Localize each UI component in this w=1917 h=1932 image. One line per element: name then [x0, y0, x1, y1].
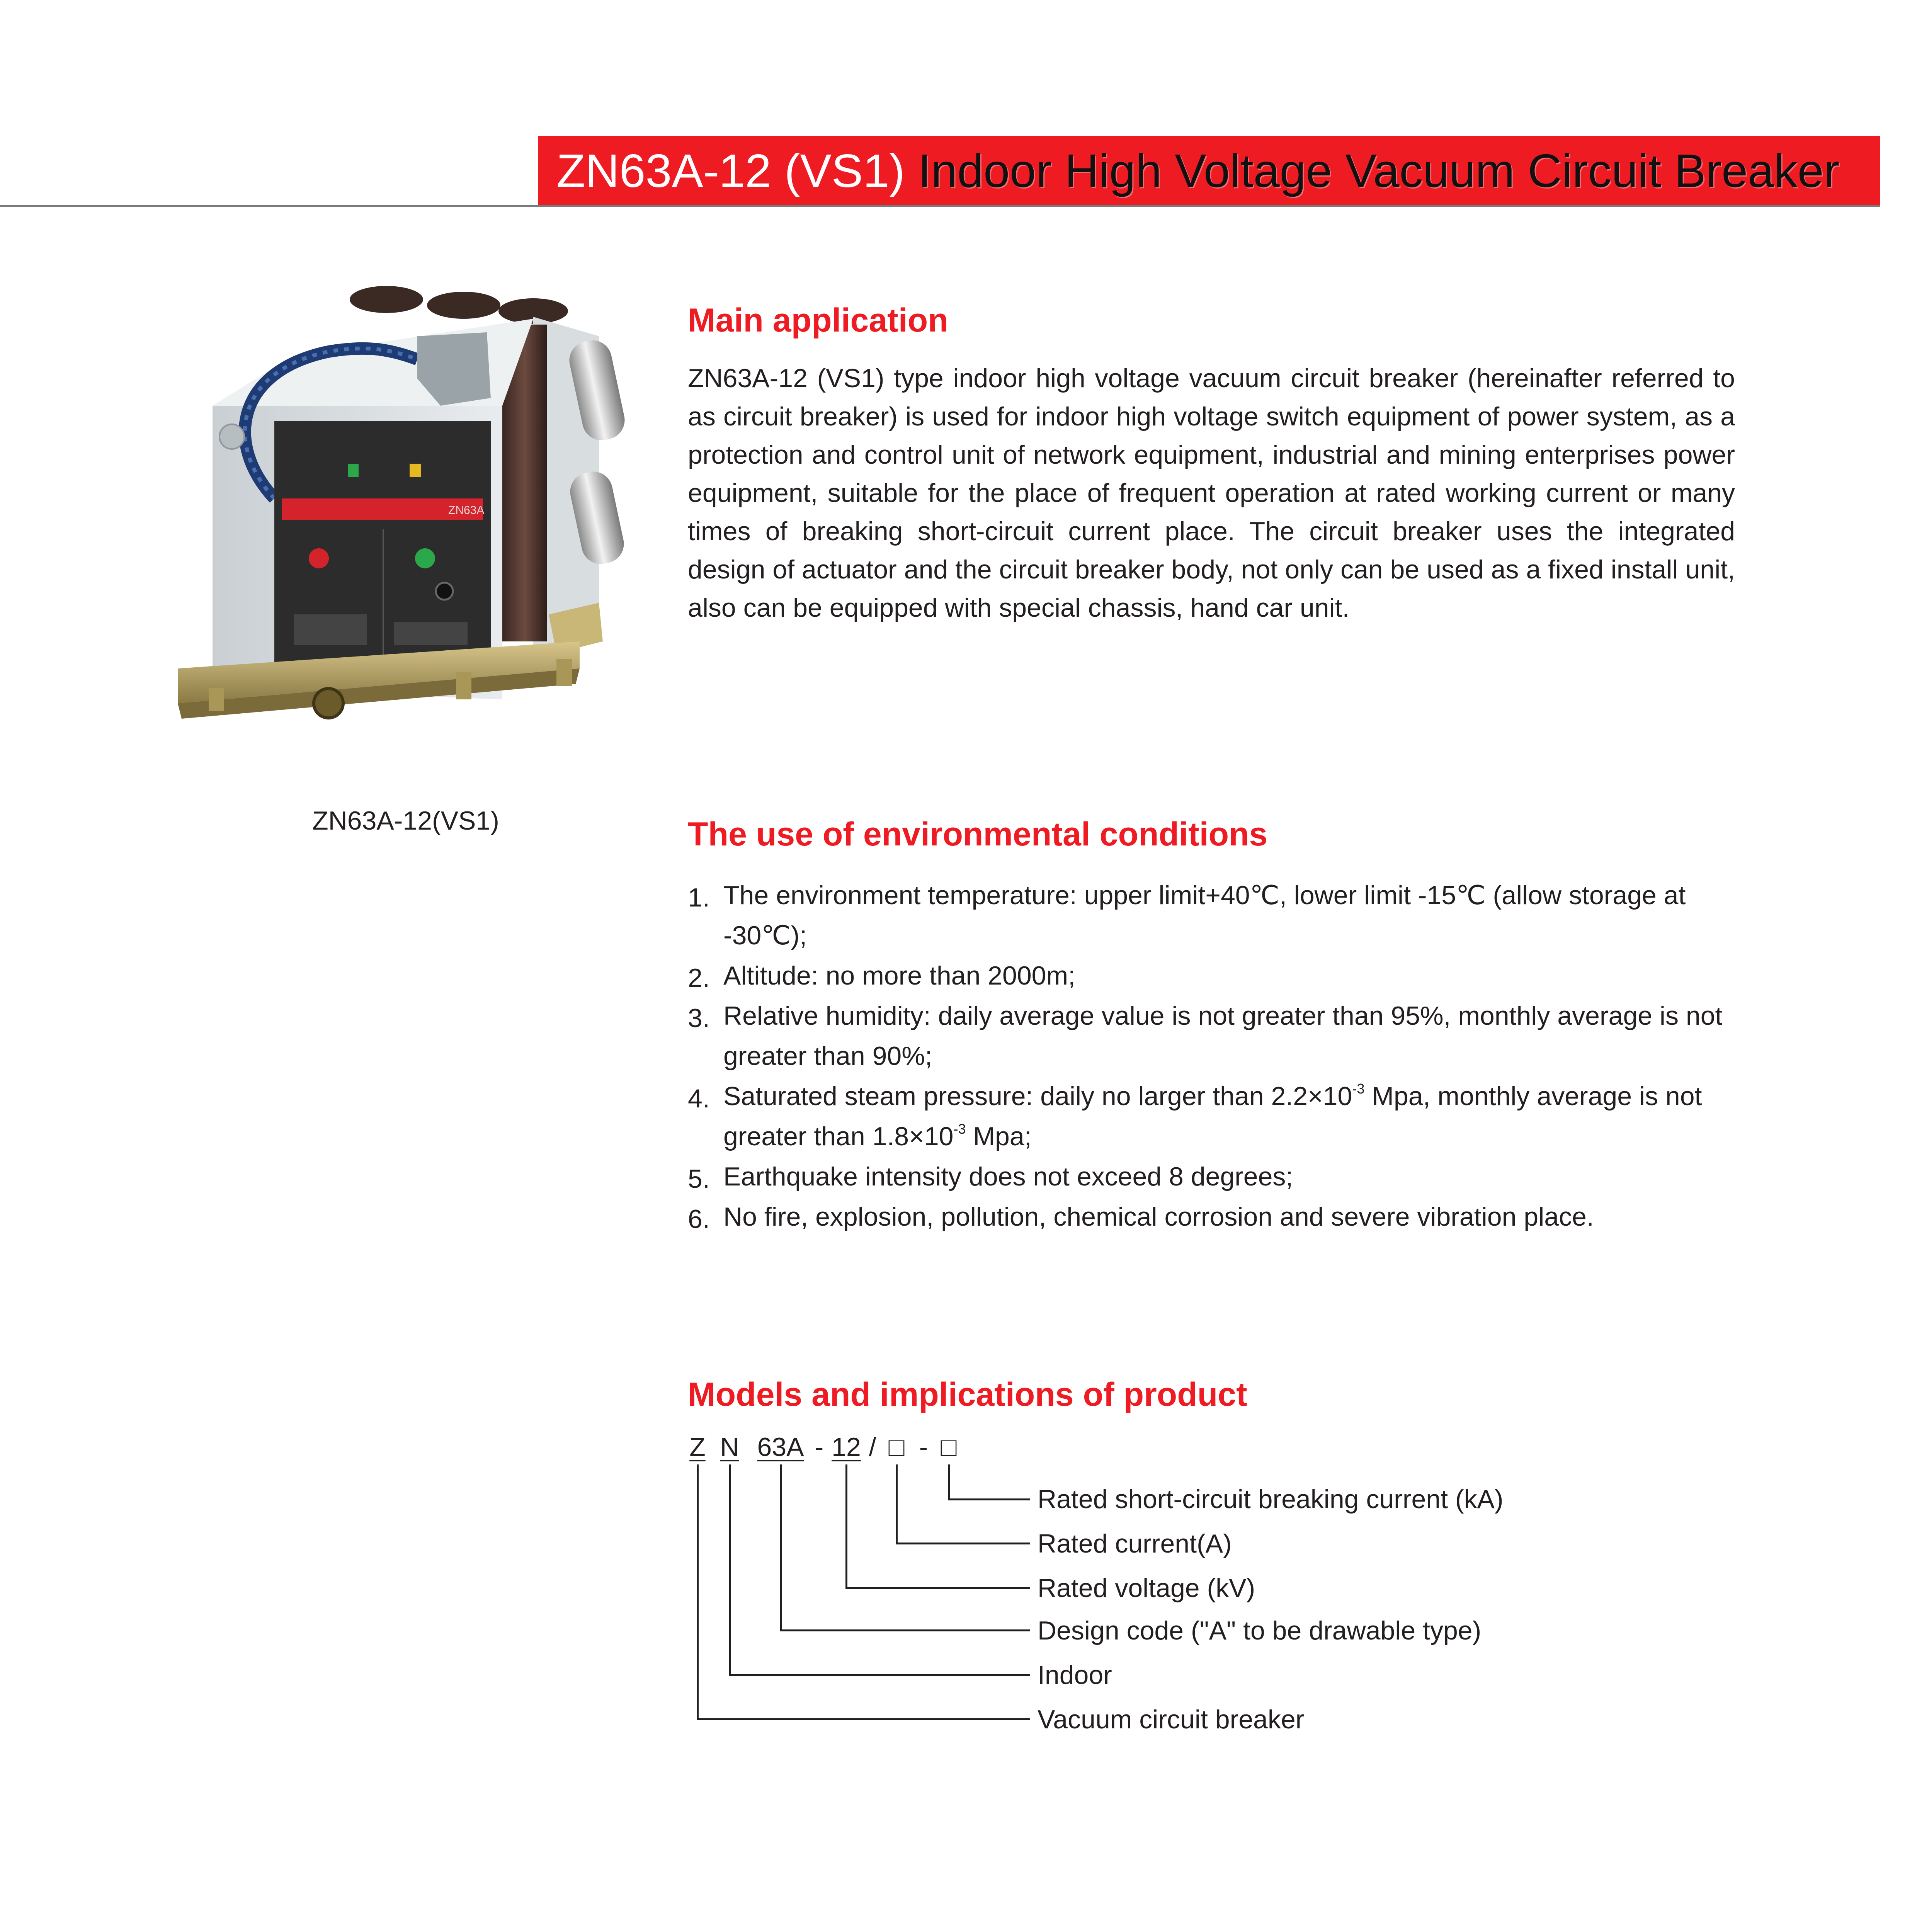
product-photo: [147, 282, 649, 765]
list-item: 2. Altitude: no more than 2000m;: [688, 961, 1075, 993]
list-item: 1. The environment temperature: upper limit+40℃, lower limit -15℃ (allow storage at -30℃);: [688, 881, 1686, 950]
code-box-current: □: [888, 1432, 905, 1462]
model-label-design-code: Design code ("A" to be drawable type): [1038, 1616, 1482, 1645]
connector-line: [780, 1629, 1030, 1631]
page-title: [556, 140, 1839, 202]
connector-line: [697, 1464, 699, 1719]
open-button-icon: [309, 548, 329, 568]
code-box-breaking: □: [941, 1432, 957, 1462]
product-caption: ZN63A-12(VS1): [312, 806, 499, 835]
header-rule: [0, 205, 1880, 207]
code-n: N: [720, 1432, 739, 1462]
code-dash: -: [919, 1432, 928, 1462]
connector-line: [729, 1674, 1030, 1676]
chassis-knob: [314, 689, 343, 718]
environment-list: [688, 875, 1739, 1237]
code-design: 63A: [757, 1432, 804, 1462]
connector-line: [948, 1498, 1030, 1500]
connector-line: [780, 1464, 782, 1631]
list-item: 3. Relative humidity: daily average value is not greater than 95%, monthly average is not greater than 90%;: [688, 1001, 1723, 1071]
list-item: 6. No fire, explosion, pollution, chemical corrosion and severe vibration place.: [688, 1202, 1594, 1234]
list-item: 5. Earthquake intensity does not exceed 8 degrees;: [688, 1162, 1293, 1194]
connector-line: [896, 1464, 898, 1544]
insulator-cap: [350, 286, 423, 313]
code-z: Z: [689, 1432, 706, 1462]
model-label-rated-current: Rated current(A): [1038, 1529, 1232, 1558]
connector-line: [729, 1464, 731, 1675]
connector-line: [845, 1587, 1030, 1589]
list-item: 4. Saturated steam pressure: daily no larger than $2.2\times 10^{-3}$ Mpa, monthly average is not greater than $1.8\times 10^{-3}$ Mpa;: [688, 1081, 1702, 1151]
model-label-vacuum: Vacuum circuit breaker: [1038, 1705, 1305, 1734]
connector-line: [896, 1543, 1030, 1544]
main-application-heading: Main application: [688, 302, 948, 339]
code-dash: -: [815, 1432, 824, 1462]
connector-line: [948, 1464, 950, 1499]
title-code: ZN63A-12 (VS1): [556, 145, 905, 197]
model-label-breaking-current: Rated short-circuit breaking current (kA): [1038, 1485, 1504, 1514]
connector-line: [697, 1718, 1030, 1720]
close-button-icon: [415, 548, 435, 568]
code-voltage: 12: [832, 1432, 861, 1462]
code-slash: /: [869, 1432, 876, 1462]
environment-heading: The use of environmental conditions: [688, 816, 1268, 853]
insulator-cap: [427, 292, 500, 319]
connector-line: [845, 1464, 847, 1588]
model-label-rated-voltage: Rated voltage (kV): [1038, 1573, 1255, 1603]
main-application-body: ZN63A-12 (VS1) type indoor high voltage vacuum circuit breaker (hereinafter referred to as circuit breaker) is used for indoor high voltage switch equipment of power system, as a protection and control unit of network equipment, industrial and mining enterprises power equipment, suitable for the place of frequent operation at rated working current or many times of breaking short-circuit current place. The circuit breaker uses the integrated design of actuator and the circuit breaker body, not only can be used as a fixed install unit, also can be equipped with special chassis, hand car unit.: [688, 364, 1735, 622]
title-text: Indoor High Voltage Vacuum Circuit Breaker: [918, 145, 1840, 197]
models-heading: Models and implications of product: [688, 1376, 1247, 1413]
panel-label: ZN63A: [448, 504, 485, 517]
model-label-indoor: Indoor: [1038, 1660, 1112, 1690]
